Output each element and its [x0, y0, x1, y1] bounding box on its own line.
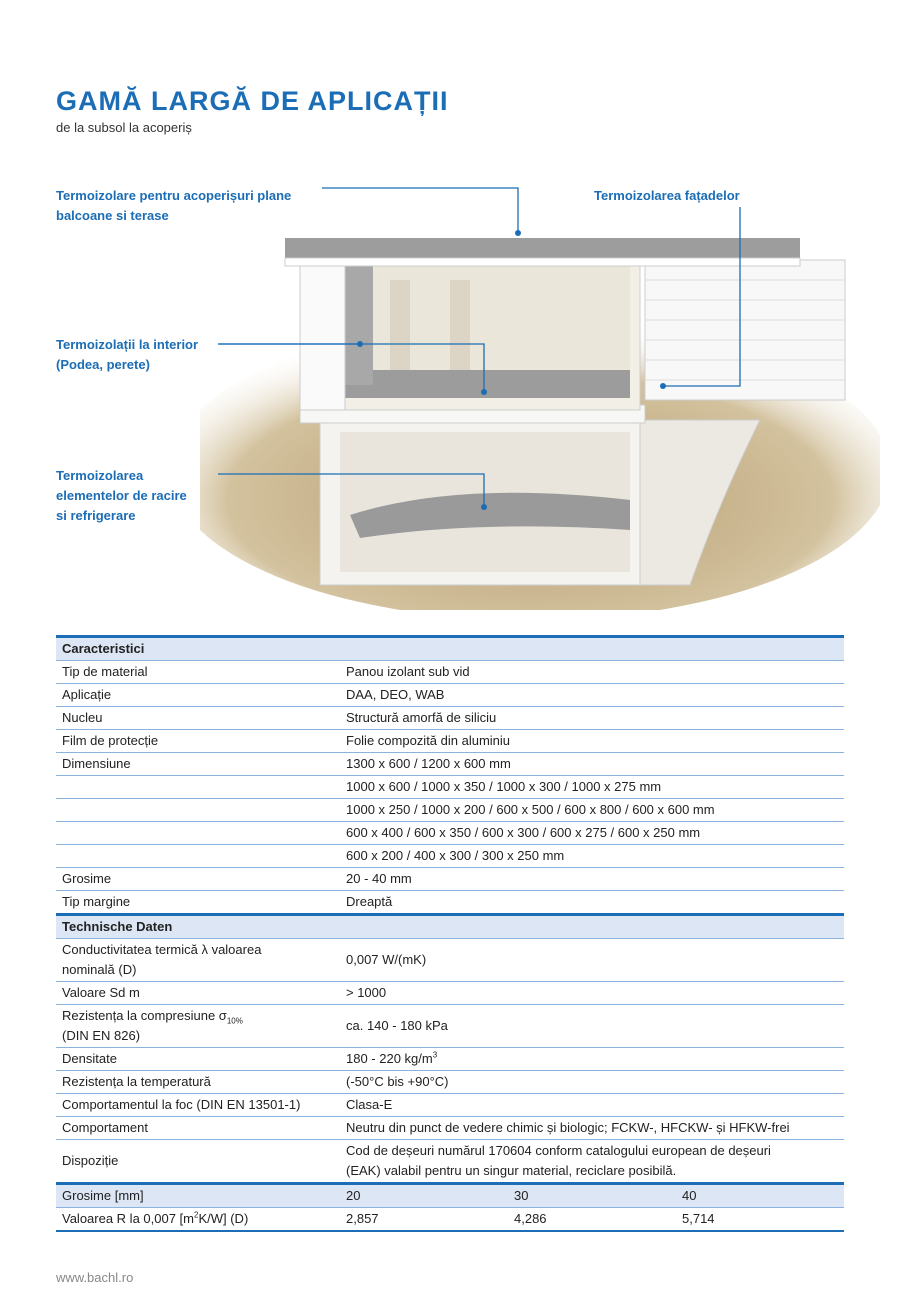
row-value	[340, 1140, 844, 1184]
superscript: 3	[432, 1050, 438, 1060]
table-row	[56, 1005, 844, 1048]
row-key	[56, 799, 340, 822]
key-text: K/W] (D)	[198, 1211, 249, 1226]
building-cross-section-illustration	[200, 170, 880, 610]
row-value: Folie compozită din aluminiu	[340, 730, 844, 753]
key-line: (DIN EN 826)	[62, 1028, 141, 1043]
label-line: Termoizolarea	[56, 468, 144, 483]
row-key: Grosime [mm]	[56, 1184, 340, 1208]
row-value: Dreaptă	[340, 891, 844, 915]
row-key	[56, 776, 340, 799]
table-row	[56, 707, 844, 730]
floor-insulation	[330, 370, 630, 398]
table-row	[56, 799, 844, 822]
r-value-row	[56, 1208, 844, 1232]
label-line: Termoizolații la interior	[56, 337, 199, 352]
row-key: Tip margine	[56, 891, 340, 915]
table-row	[56, 1094, 844, 1117]
specifications-table	[56, 635, 844, 1232]
section-header-row	[56, 915, 844, 939]
table-row	[56, 891, 844, 915]
row-key: Comportamentul la foc (DIN EN 13501-1)	[56, 1094, 340, 1117]
wall-insulation	[345, 260, 373, 385]
thickness-value: 20	[340, 1184, 508, 1208]
row-value	[340, 1048, 844, 1071]
table-row	[56, 661, 844, 684]
table-row	[56, 822, 844, 845]
facade	[645, 260, 845, 400]
table-row	[56, 1071, 844, 1094]
row-value: 1300 x 600 / 1200 x 600 mm	[340, 753, 844, 776]
row-key	[56, 1208, 340, 1232]
table-row	[56, 939, 844, 982]
label-facade-insulation: Termoizolarea fațadelor	[594, 188, 740, 203]
row-value: 1000 x 250 / 1000 x 200 / 600 x 500 / 600 x 800 / 600 x 600 mm	[340, 799, 844, 822]
label-line: (Podea, perete)	[56, 357, 150, 372]
value-text: 180 - 220 kg/m	[346, 1051, 433, 1066]
r-value: 5,714	[676, 1208, 844, 1232]
row-key: Aplicație	[56, 684, 340, 707]
table-row	[56, 1048, 844, 1071]
subscript: 10%	[226, 1016, 243, 1026]
row-key	[56, 822, 340, 845]
website-url[interactable]: www.bachl.ro	[56, 1270, 134, 1285]
key-text: Valoarea R la 0,007 [m	[62, 1211, 194, 1226]
label-roof-insulation	[56, 186, 291, 226]
label-interior-insulation	[56, 335, 198, 375]
row-value: Panou izolant sub vid	[340, 661, 844, 684]
section-title: Caracteristici	[56, 637, 844, 661]
table-row	[56, 982, 844, 1005]
roof-insulation	[285, 238, 800, 260]
row-key: Grosime	[56, 868, 340, 891]
page-title: GAMĂ LARGĂ DE APLICAȚII	[56, 86, 449, 116]
row-key: Film de protecție	[56, 730, 340, 753]
table-row	[56, 730, 844, 753]
label-line: balcoane si terase	[56, 208, 169, 223]
page-subtitle: de la subsol la acoperiș	[56, 120, 192, 135]
row-value: DAA, DEO, WAB	[340, 684, 844, 707]
row-value: 600 x 400 / 600 x 350 / 600 x 300 / 600 x 275 / 600 x 250 mm	[340, 822, 844, 845]
label-cooling-insulation	[56, 466, 187, 526]
row-key: Nucleu	[56, 707, 340, 730]
thickness-value: 40	[676, 1184, 844, 1208]
row-value: ca. 140 - 180 kPa	[340, 1005, 844, 1048]
key-line: nominală (D)	[62, 962, 137, 977]
row-key: Comportament	[56, 1117, 340, 1140]
table-row	[56, 1140, 844, 1184]
value-line: (EAK) valabil pentru un singur material, reciclare posibilă.	[346, 1163, 677, 1178]
row-key	[56, 939, 340, 982]
row-value: Structură amorfă de siliciu	[340, 707, 844, 730]
row-key: Dimensiune	[56, 753, 340, 776]
row-key	[56, 1005, 340, 1048]
row-key: Densitate	[56, 1048, 340, 1071]
row-value: 20 - 40 mm	[340, 868, 844, 891]
superscript: 2	[194, 1210, 199, 1220]
row-key: Rezistența la temperatură	[56, 1071, 340, 1094]
row-key: Valoare Sd m	[56, 982, 340, 1005]
label-line: si refrigerare	[56, 508, 136, 523]
value-line: Cod de deșeuri numărul 170604 conform catalogului european de deșeuri	[346, 1143, 771, 1158]
section-header-row	[56, 637, 844, 661]
thickness-row	[56, 1184, 844, 1208]
thickness-value: 30	[508, 1184, 676, 1208]
label-line: elementelor de racire	[56, 488, 187, 503]
table-row	[56, 684, 844, 707]
row-value: Clasa-E	[340, 1094, 844, 1117]
row-key: Dispoziție	[56, 1140, 340, 1184]
row-value: Neutru din punct de vedere chimic și biologic; FCKW-, HFCKW- și HFKW-frei	[340, 1117, 844, 1140]
row-key	[56, 845, 340, 868]
section-title: Technische Daten	[56, 915, 844, 939]
table-row	[56, 776, 844, 799]
row-key: Tip de material	[56, 661, 340, 684]
table-row	[56, 845, 844, 868]
row-value: > 1000	[340, 982, 844, 1005]
label-line: Termoizolare pentru acoperișuri plane	[56, 188, 292, 203]
table-row	[56, 753, 844, 776]
table-row	[56, 868, 844, 891]
key-line: Rezistența la compresiune σ	[62, 1008, 227, 1023]
row-value: (-50°C bis +90°C)	[340, 1071, 844, 1094]
row-value: 600 x 200 / 400 x 300 / 300 x 250 mm	[340, 845, 844, 868]
r-value: 2,857	[340, 1208, 508, 1232]
r-value: 4,286	[508, 1208, 676, 1232]
row-value: 1000 x 600 / 1000 x 350 / 1000 x 300 / 1000 x 275 mm	[340, 776, 844, 799]
key-line: Conductivitatea termică λ valoarea	[62, 942, 262, 957]
table-row	[56, 1117, 844, 1140]
row-value: 0,007 W/(mK)	[340, 939, 844, 982]
